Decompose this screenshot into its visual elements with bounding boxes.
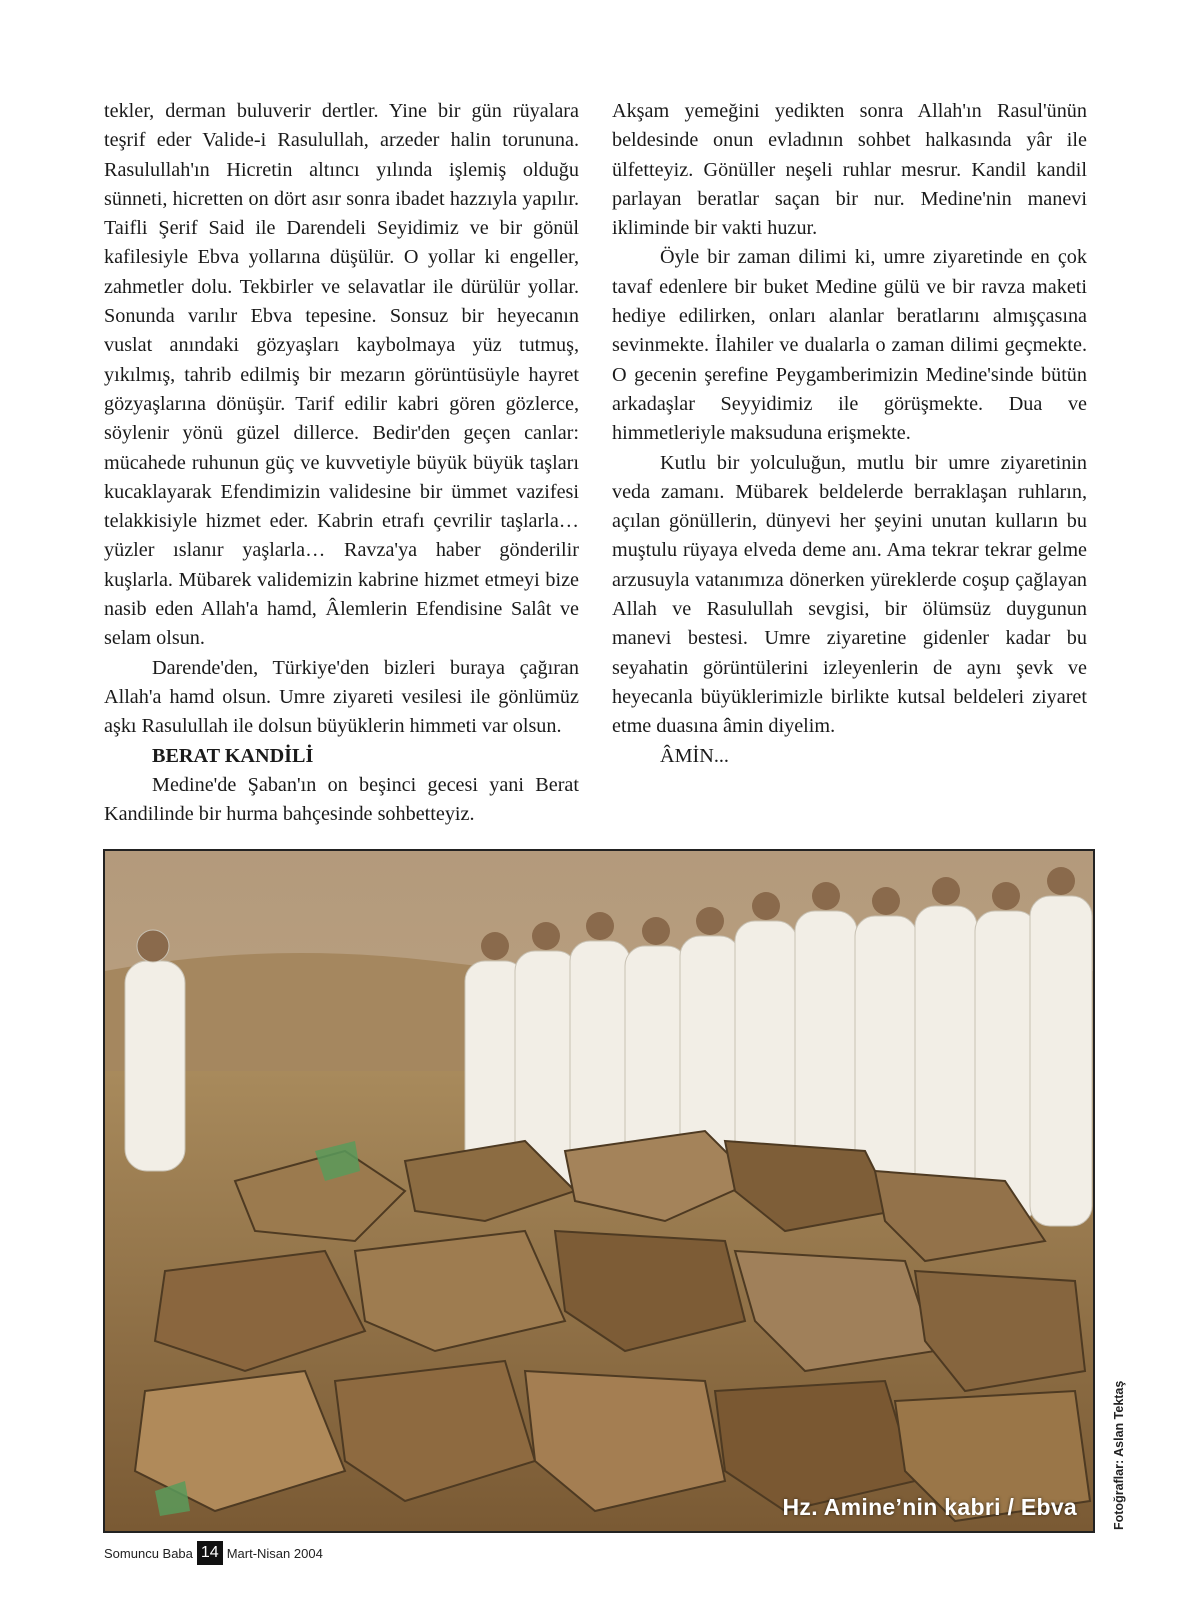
closing-line: ÂMİN...	[660, 744, 729, 767]
right-column	[612, 97, 1087, 771]
paragraph: Öyle bir zaman dilimi ki, umre ziyaretinde en çok tavaf edenlere bir buket Medine gülü ve bir ravza maketi hediye edilirken, onları alanlar beratlarını almışçasına sevinmekte. İlahiler ve dualarla o zaman dilimi geçmekte. O gecenin şerefine Peygamberimizin Medine'sinde bütün arkadaşlar Seyyidimiz ile görüşmekte. Dua ve himmetleriyle maksuduna erişmekte.	[612, 246, 1087, 445]
paragraph: tekler, derman buluverir dertler. Yine bir gün rüyalara teşrif eder Valide-i Rasulullah, arzeder halin torununa. Rasulullah'ın Hicretin altıncı yılında işlemiş olduğu sünneti, hicretten on dört asır sonra ibadet hazzıyla yapılır. Taifli Şerif Said ile Darendeli Seyidimiz ve bir gönül kafilesiyle Ebva yollarına düşülür. O yollar ki engeller, zahmetler dolu. Tekbirler ve selavatlar ile dürülür yollar. Sonunda varılır Ebva tepesine. Sonsuz bir heyecanın vuslat anındaki gözyaşları kaybolmaya yüz tutmuş, yıkılmış, tahrib edilmiş bir mezarın görüntüsüyle hayret gözyaşlarına dönüşür. Tarif edilir kabri gören gözlerce, söylenir yönü güzel dillerce. Bedir'den geçen canlar: mücahede ruhunun güç ve kuvvetiyle büyük büyük taşları kucaklayarak Efendimizin validesine bir ümmet vazifesi telakkisiyle hizmet eder. Kabrin etrafı çevrilir taşlarla… yüzler ıslanır yaşlarla… Ravza'ya haber gönderilir kuşlarla. Mübarek validemizin kabrine hizmet etmeyi bize nasib eden Allah'a hamd, Âlemlerin Efendisine Salât ve selam olsun.	[104, 100, 579, 650]
paragraph: Medine'de Şaban'ın on beşinci gecesi yani Berat Kandilinde bir hurma bahçesinde sohbetteyiz.	[104, 773, 579, 826]
paragraph: Kutlu bir yolculuğun, mutlu bir umre ziyaretinin veda zamanı. Mübarek beldelerde berraklaşan ruhların, açılan gönüllerin, dünyevi her şeyini unutan kulların bu muştulu rüyaya elveda deme anı. Ama tekrar tekrar gelme arzusuyla vatanımıza dönerken yüreklerde coşup çağlayan Allah ve Rasulullah sevgisi, bir ölümsüz duygunun manevi bestesi. Umre ziyaretine gidenler kadar bu seyahatin görüntülerini izleyenlerin de aynı şevk ve heyecanla büyüklerimizle birlikte kutsal beldeleri ziyaret etme duasına âmin diyelim.	[612, 451, 1087, 738]
page-number: 14	[197, 1541, 223, 1565]
paragraph: Darende'den, Türkiye'den bizleri buraya çağıran Allah'a hamd olsun. Umre ziyareti vesilesi ile gönlümüz aşkı Rasulullah ile dolsun büyüklerin himmeti var olsun.	[104, 656, 579, 738]
photo-caption: Hz. Amine’nin kabri / Ebva	[782, 1494, 1077, 1520]
paragraph: Akşam yemeğini yedikten sonra Allah'ın Rasul'ünün beldesinde onun evladının sohbet halkasında yâr ile ülfetteyiz. Gönüller neşeli ruhlar mesrur. Kandil kandil parlayan beratlar saçan bir nur. Medine'nin manevi ikliminde bir vakti huzur.	[612, 100, 1087, 240]
page-footer	[104, 1540, 323, 1566]
left-column	[104, 97, 579, 829]
photo-illustration	[105, 851, 1093, 1531]
section-heading: BERAT KANDİLİ	[152, 744, 314, 767]
grave-photo	[103, 849, 1095, 1533]
photo-credit: Fotoğraflar: Aslan Tektaş	[1112, 1380, 1126, 1530]
issue-date: Mart-Nisan 2004	[226, 1545, 323, 1561]
magazine-name: Somuncu Baba	[104, 1545, 193, 1561]
